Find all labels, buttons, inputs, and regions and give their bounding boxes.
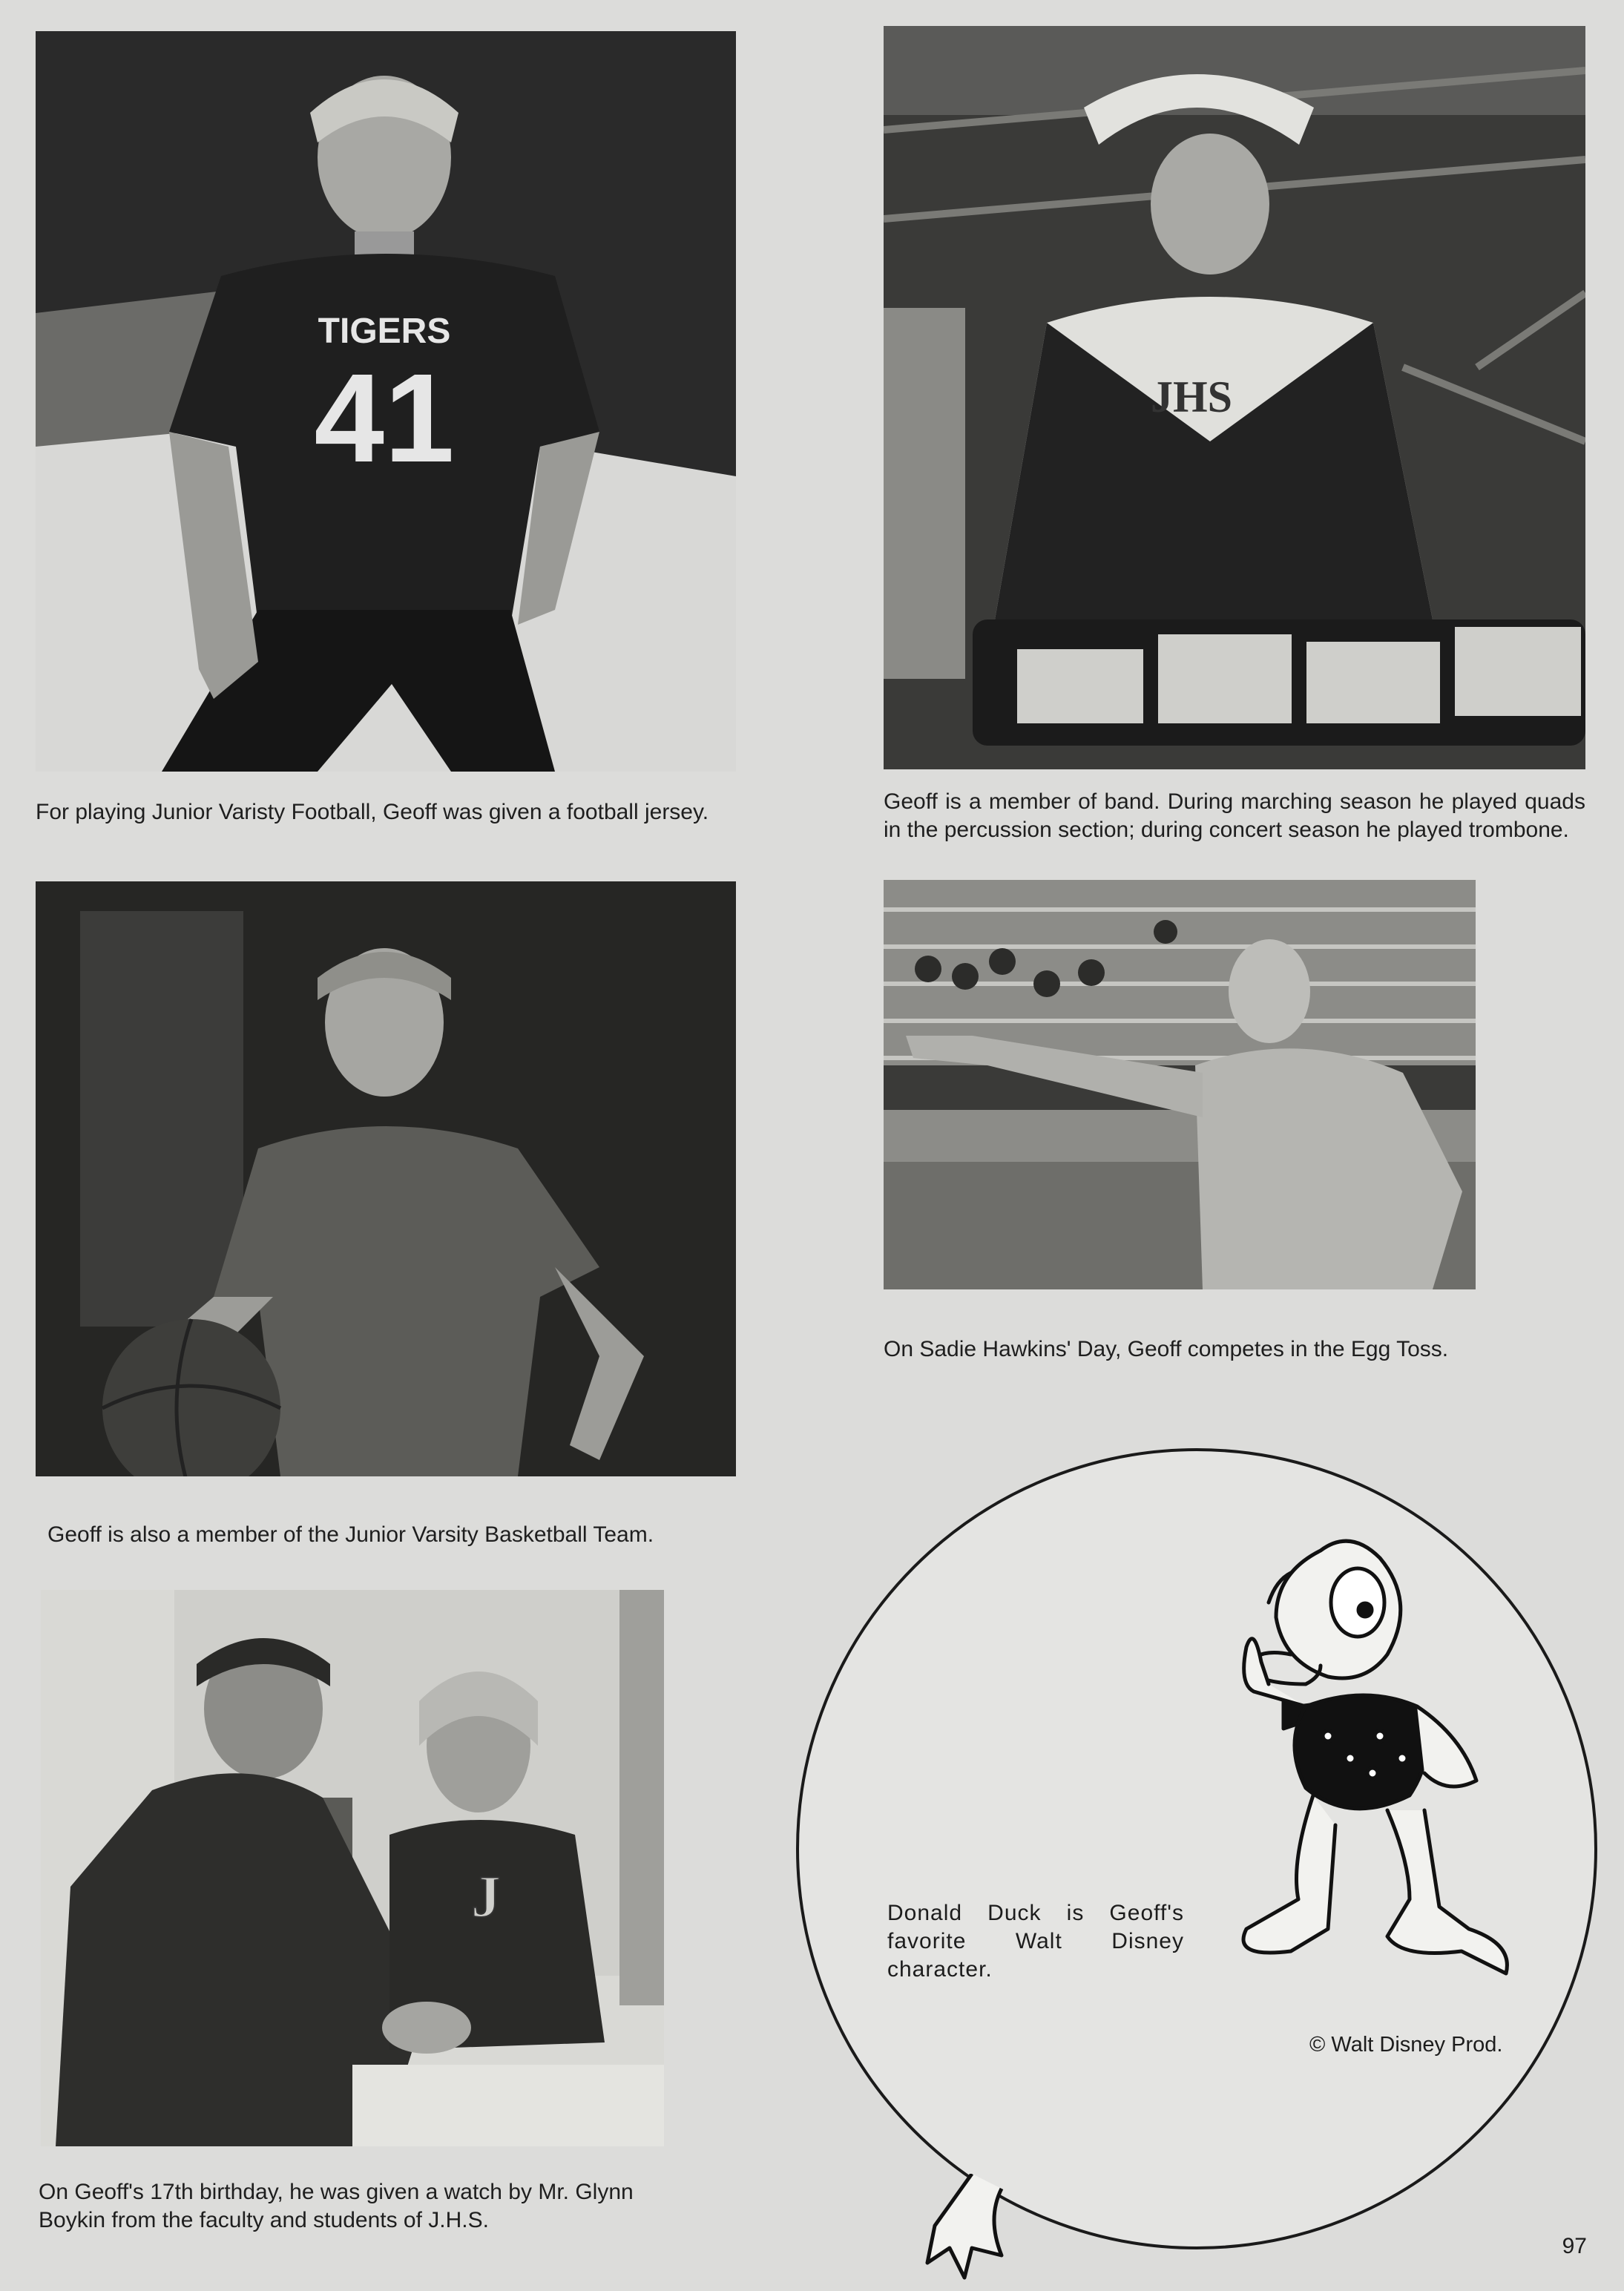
page-number: 97 bbox=[1562, 2234, 1587, 2258]
donald-caption: Donald Duck is Geoff's favorite Walt Disney character. bbox=[887, 1901, 1184, 1982]
egg-toss-caption: On Sadie Hawkins' Day, Geoff competes in the Egg Toss. bbox=[884, 1337, 1449, 1361]
duck-foot-drawing bbox=[920, 2174, 1016, 2287]
birthday-caption: On Geoff's 17th birthday, he was given a watch by Mr. Glynn Boykin from the faculty and students of J.H.S. bbox=[39, 2180, 634, 2232]
birthday-photo bbox=[41, 1590, 664, 2146]
band-caption: Geoff is a member of band. During marching season he played quads in the percussion section; during concert season he played trombone. bbox=[884, 789, 1585, 842]
birthday-jacket-letter: J bbox=[471, 1864, 501, 1930]
egg-toss-photo bbox=[884, 880, 1476, 1289]
jersey-team-text: TIGERS bbox=[318, 312, 451, 351]
walt-disney-copyright: © Walt Disney Prod. bbox=[1309, 2033, 1503, 2057]
donald-duck-drawing bbox=[1202, 1513, 1543, 2018]
basketball-caption: Geoff is also a member of the Junior Varsity Basketball Team. bbox=[47, 1522, 654, 1547]
band-jacket-letters: JHS bbox=[1151, 372, 1233, 421]
band-photo bbox=[884, 26, 1585, 769]
football-photo bbox=[36, 31, 736, 772]
basketball-photo bbox=[36, 881, 736, 1476]
jersey-number-text: 41 bbox=[314, 348, 455, 489]
football-caption: For playing Junior Varisty Football, Geoff was given a football jersey. bbox=[36, 800, 709, 824]
